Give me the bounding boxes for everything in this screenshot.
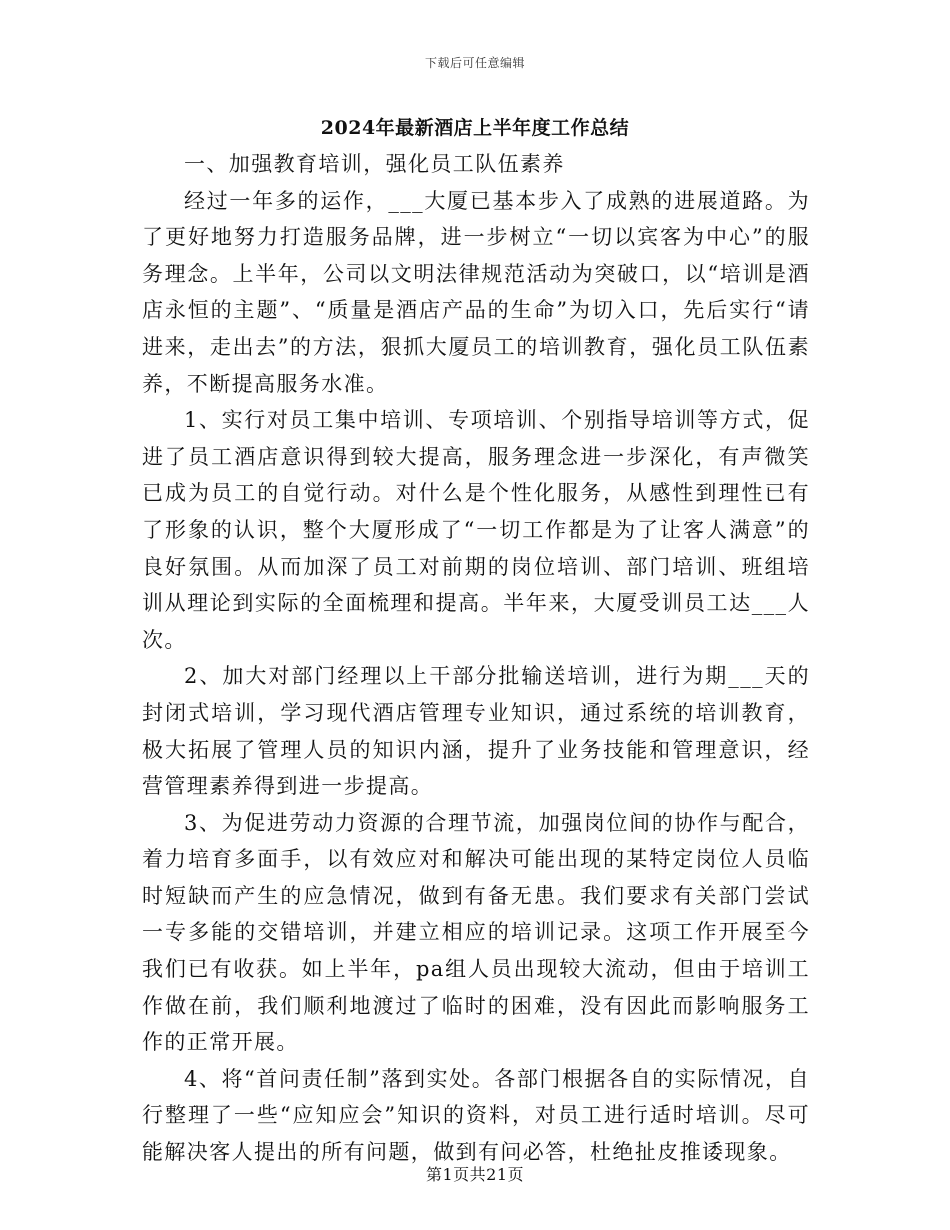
document-title: 2024年最新酒店上半年度工作总结: [320, 117, 630, 139]
paragraph-item-1: 1、实行对员工集中培训、专项培训、个别指导培训等方式，促进了员工酒店意识得到较大提高，服务理念进一步深化，有声微笑已成为员工的自觉行动。对什么是个性化服务，从感性到理性已有了形象的认识，整个大厦形成了“一切工作都是为了让客人满意”的良好氛围。从而加深了员工对前期的岗位培训、部门培训、班组培训从理论到实际的全面梳理和提高。半年来，大厦受训员工达___人次。: [142, 408, 810, 652]
paragraph-item-3: 3、为促进劳动力资源的合理节流，加强岗位间的协作与配合，着力培育多面手，以有效应对和解决可能出现的某特定岗位人员临时短缺而产生的应急情况，做到有备无患。我们要求有关部门尝试一专多能的交错培训，并建立相应的培训记录。这项工作开展至今我们已有收获。如上半年，pa组人员出现较大流动，但由于培训工作做在前，我们顺利地渡过了临时的困难，没有因此而影响服务工作的正常开展。: [142, 810, 810, 1055]
paragraph-intro: 经过一年多的运作，___大厦已基本步入了成熟的进展道路。为了更好地努力打造服务品牌，进一步树立“一切以宾客为中心”的服务理念。上半年，公司以文明法律规范活动为突破口，以“培训是酒店永恒的主题”、“质量是酒店产品的生命”为切入口，先后实行“请进来，走出去”的方法，狠抓大厦员工的培训教育，强化员工队伍素养，不断提高服务水准。: [142, 188, 810, 396]
page-number: 第1页共21页: [425, 1165, 525, 1184]
paragraph-item-4: 4、将“首问责任制”落到实处。各部门根据各自的实际情况，自行整理了一些“应知应会”知识的资料，对员工进行适时培训。尽可能解决客人提出的所有问题，做到有问必答，杜绝扯皮推诿现象。: [142, 1066, 810, 1165]
header-note: 下载后可任意编辑: [424, 56, 525, 70]
document-body: [142, 146, 810, 1171]
paragraph-item-2: 2、加大对部门经理以上干部分批输送培训，进行为期___天的封闭式培训，学习现代酒店管理专业知识，通过系统的培训教育，极大拓展了管理人员的知识内涵，提升了业务技能和管理意识，经营管理素养得到进一步提高。: [142, 664, 810, 799]
section-heading: 一、加强教育培训，强化员工队伍素养: [184, 152, 565, 176]
